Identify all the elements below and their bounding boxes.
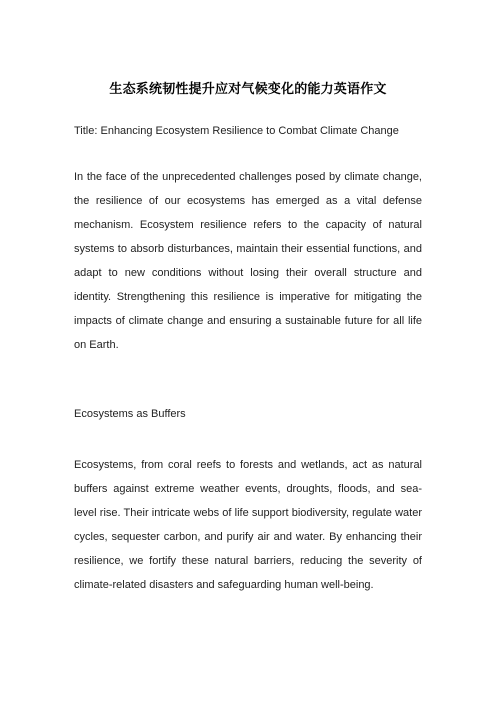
section-heading: Ecosystems as Buffers — [74, 408, 186, 420]
paragraph-intro: In the face of the unprecedented challenges posed by climate change, the resilience of our ecosystems has emerged as a vital defense mechanism. Ecosystem resilience refers to the capacity of natural systems to absorb disturbances, maintain their essential functions, and adapt to new conditions without losing their overall structure and identity. Strengthening this resilience is imperative for mitigating the impacts of climate change and ensuring a sustainable future for all life on Earth. — [74, 171, 422, 351]
essay-title: Title: Enhancing Ecosystem Resilience to Combat Climate Change — [74, 125, 399, 137]
paragraph-buffers: Ecosystems, from coral reefs to forests and wetlands, act as natural buffers against extreme weather events, droughts, floods, and sea-level rise. Their intricate webs of life support biodiversity, regulate water cycles, sequester carbon, and purify air and water. By enhancing their resilience, we fortify these natural barriers, reducing the severity of climate-related disasters and safeguarding human well-being. — [74, 459, 422, 591]
document-heading: 生态系统韧性提升应对气候变化的能力英语作文 — [109, 82, 387, 97]
